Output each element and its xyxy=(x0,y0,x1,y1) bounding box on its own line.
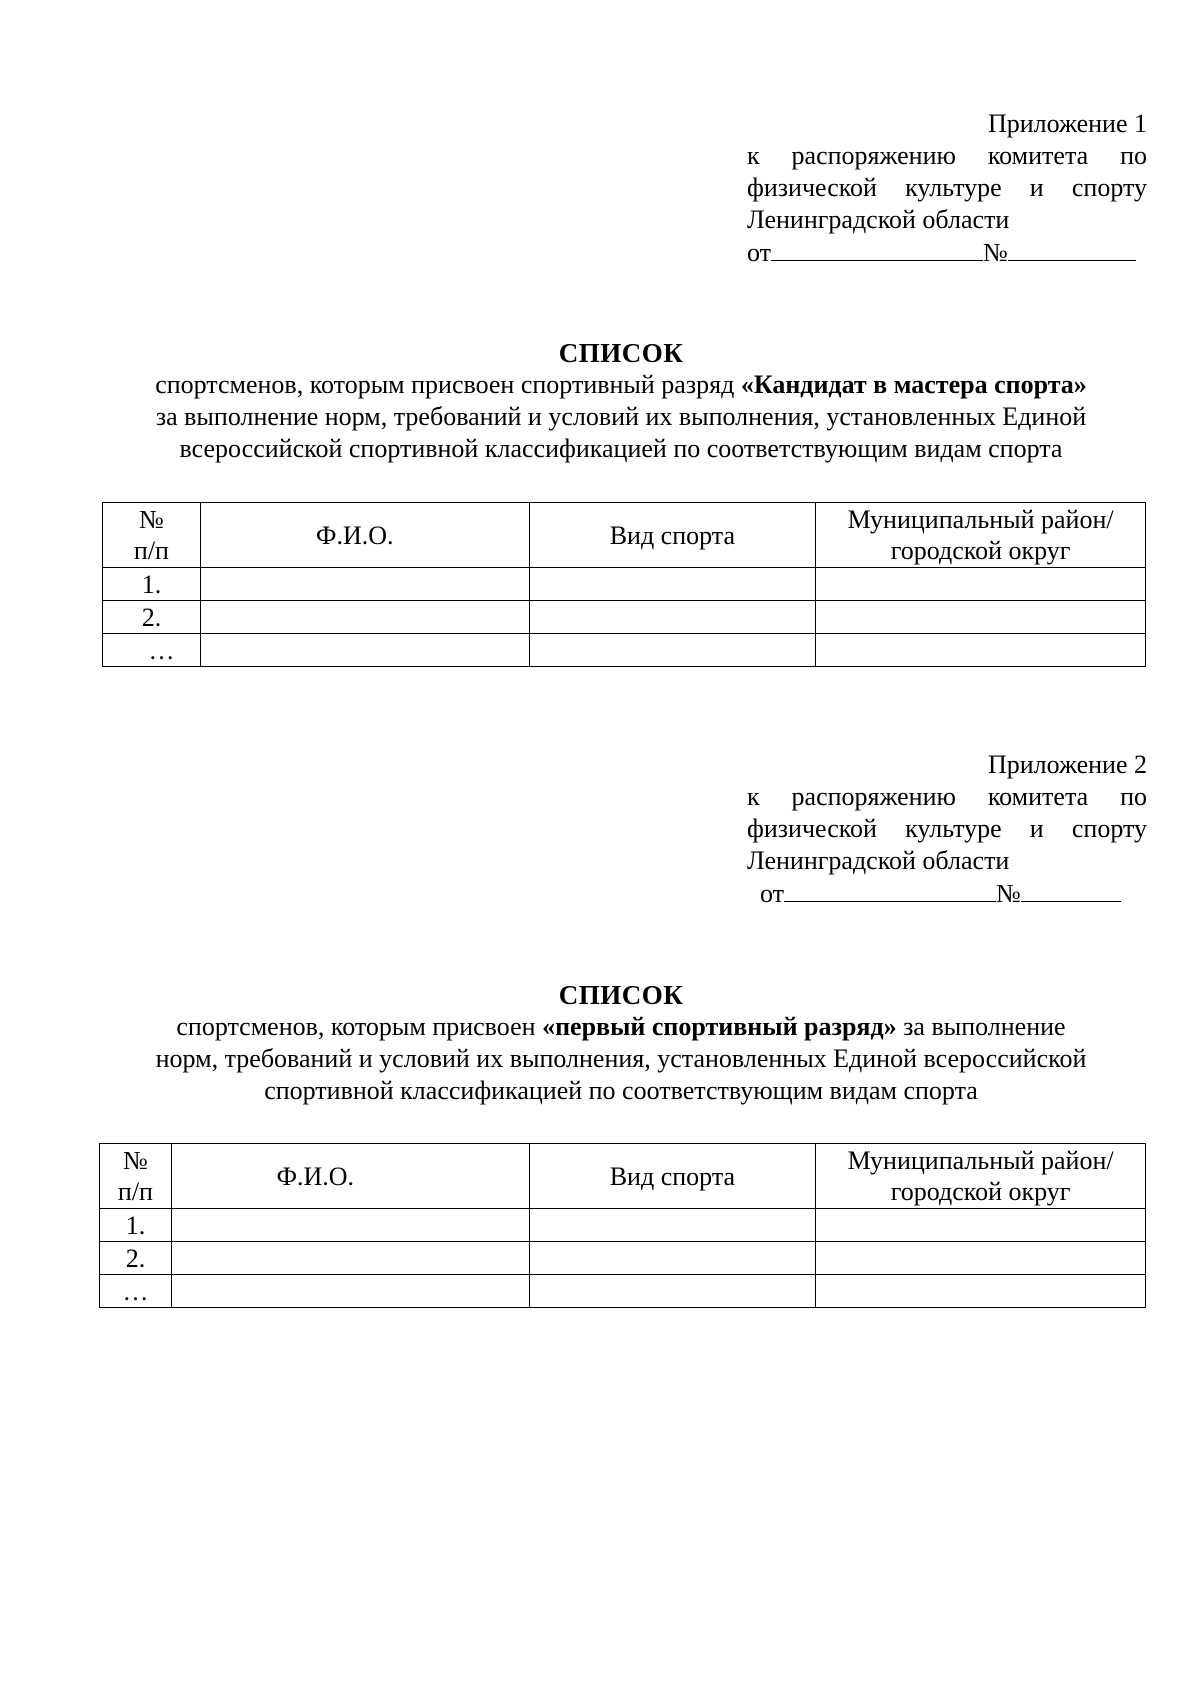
column-header-district xyxy=(816,1144,1146,1209)
list-2-heading: СПИСОК xyxy=(558,980,684,1010)
fio-cell xyxy=(200,568,529,601)
row-number: … xyxy=(103,634,201,667)
list-2-title-block xyxy=(96,979,1146,1107)
fio-cell xyxy=(171,1275,529,1308)
column-header-sport: Вид спорта xyxy=(529,1144,816,1209)
appendix-1-line-1: к распоряжению комитета по xyxy=(747,141,1147,170)
header-num-line-1: № xyxy=(123,1146,148,1175)
header-district-line-2: городской округ xyxy=(890,536,1071,565)
header-district-line-2: городской округ xyxy=(890,1177,1071,1206)
list-1-line-3: всероссийской спортивной классификацией по соответствующим видам спорта xyxy=(179,434,1063,463)
appendix-2-line-2: физической культуре и спорту xyxy=(747,814,1147,843)
appendix-1-line-3: Ленинградской области xyxy=(747,205,1010,234)
header-district-line-1: Муниципальный район/ xyxy=(847,505,1114,534)
sport-cell xyxy=(529,1209,816,1242)
column-header-sport: Вид спорта xyxy=(529,503,816,568)
list-2-line-3: спортивной классификацией по соответствующим видам спорта xyxy=(264,1076,978,1105)
district-cell xyxy=(816,1242,1146,1275)
appendix-2-title: Приложение 2 xyxy=(987,750,1147,779)
appendix-1-header xyxy=(747,108,1147,269)
appendix-2-header xyxy=(747,749,1147,910)
date-blank xyxy=(771,236,983,261)
district-cell xyxy=(816,1275,1146,1308)
header-num-line-2: п/п xyxy=(133,536,169,565)
table-row xyxy=(103,601,1146,634)
date-prefix: от xyxy=(747,238,772,267)
list-1-title-block xyxy=(96,337,1146,465)
table-header-row xyxy=(100,1144,1146,1209)
table-row xyxy=(103,634,1146,667)
sport-cell xyxy=(529,1242,816,1275)
list-2-rank-name: «первый спортивный разряд» xyxy=(542,1012,897,1041)
table-header-row xyxy=(103,503,1146,568)
appendix-1-date-line xyxy=(747,236,1147,269)
row-number: 2. xyxy=(103,601,201,634)
table-row xyxy=(103,568,1146,601)
table-row xyxy=(100,1242,1146,1275)
row-number: 1. xyxy=(103,568,201,601)
list-1-rank-name: «Кандидат в мастера спорта» xyxy=(740,370,1087,399)
list-2-line-1-text: спортсменов, которым присвоен xyxy=(176,1012,543,1041)
sport-cell xyxy=(529,1275,816,1308)
athletes-table-2 xyxy=(99,1143,1146,1308)
date-blank xyxy=(784,877,996,902)
district-cell xyxy=(816,568,1146,601)
row-number: 2. xyxy=(100,1242,172,1275)
sport-cell xyxy=(529,601,816,634)
column-header-district xyxy=(816,503,1146,568)
athletes-table-1 xyxy=(102,502,1146,667)
sport-cell xyxy=(529,634,816,667)
district-cell xyxy=(816,1209,1146,1242)
list-1-line-1 xyxy=(96,369,1146,401)
appendix-1-line-2: физической культуре и спорту xyxy=(747,173,1147,202)
number-blank xyxy=(1021,877,1121,902)
number-sign: № xyxy=(983,238,1008,267)
fio-cell xyxy=(171,1209,529,1242)
column-header-number xyxy=(100,1144,172,1209)
list-1-line-2: за выполнение норм, требований и условий их выполнения, установленных Единой xyxy=(155,402,1087,431)
number-sign: № xyxy=(996,879,1021,908)
column-header-fio: Ф.И.О. xyxy=(200,503,529,568)
list-2-line-2: норм, требований и условий их выполнения, установленных Единой всероссийской xyxy=(155,1044,1087,1073)
date-prefix: от xyxy=(760,879,785,908)
header-district-line-1: Муниципальный район/ xyxy=(847,1146,1114,1175)
appendix-2-line-1: к распоряжению комитета по xyxy=(747,782,1147,811)
fio-cell xyxy=(171,1242,529,1275)
row-number: … xyxy=(100,1275,172,1308)
sport-cell xyxy=(529,568,816,601)
district-cell xyxy=(816,601,1146,634)
row-number: 1. xyxy=(100,1209,172,1242)
table-row xyxy=(100,1209,1146,1242)
header-num-line-1: № xyxy=(139,505,164,534)
column-header-fio: Ф.И.О. xyxy=(171,1144,529,1209)
header-num-line-2: п/п xyxy=(117,1177,153,1206)
appendix-1-title: Приложение 1 xyxy=(987,109,1147,138)
number-blank xyxy=(1008,236,1136,261)
fio-cell xyxy=(200,601,529,634)
list-2-line-1-tail: за выполнение xyxy=(896,1012,1066,1041)
appendix-2-line-3: Ленинградской области xyxy=(747,846,1010,875)
table-row xyxy=(100,1275,1146,1308)
appendix-2-date-line xyxy=(747,877,1147,910)
column-header-number xyxy=(103,503,201,568)
list-2-line-1 xyxy=(96,1011,1146,1043)
list-1-line-1-text: спортсменов, которым присвоен спортивный разряд xyxy=(155,370,741,399)
district-cell xyxy=(816,634,1146,667)
fio-cell xyxy=(200,634,529,667)
list-1-heading: СПИСОК xyxy=(558,338,684,368)
